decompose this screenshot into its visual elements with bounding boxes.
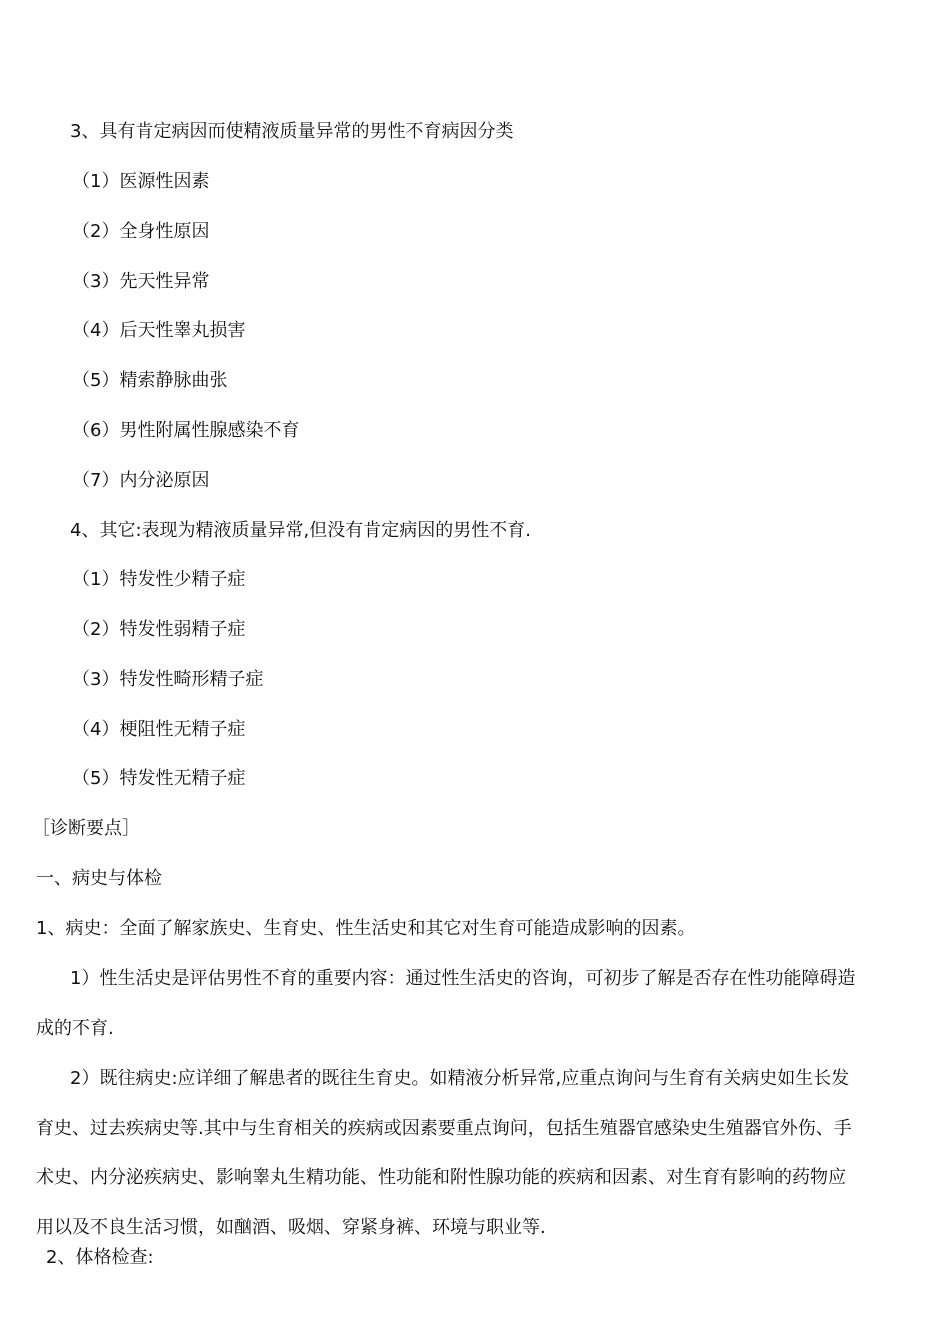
part1-heading: 一、病史与体检: [36, 868, 162, 889]
sexual-history-line-1: 1）性生活史是评估男性不育的重要内容：通过性生活史的咨询，可初步了解是否存在性功能障碍造: [70, 968, 856, 989]
section3-item-1: （1）医源性因素: [72, 171, 210, 192]
diagnosis-title: ［诊断要点］: [32, 818, 140, 839]
section4-item-4: （4）梗阻性无精子症: [72, 719, 246, 740]
section3-item-5: （5）精索静脉曲张: [72, 370, 228, 391]
section3-item-2: （2）全身性原因: [72, 221, 210, 242]
section4-item-3: （3）特发性畸形精子症: [72, 669, 264, 690]
section4-item-1: （1）特发性少精子症: [72, 569, 246, 590]
physical-exam-heading: 2、体格检查:: [46, 1247, 154, 1268]
past-history-line-1: 2）既往病史:应详细了解患者的既往生育史。如精液分析异常,应重点询问与生育有关病史如生长发: [70, 1068, 850, 1089]
sexual-history-line-2: 成的不育.: [36, 1018, 114, 1039]
section4-item-5: （5）特发性无精子症: [72, 768, 246, 789]
section4-item-2: （2）特发性弱精子症: [72, 619, 246, 640]
past-history-line-2: 育史、过去疾病史等.其中与生育相关的疾病或因素要重点询问，包括生殖器官感染史生殖器官外伤、手: [36, 1118, 852, 1139]
history-intro: 1、病史：全面了解家族史、生育史、性生活史和其它对生育可能造成影响的因素。: [36, 918, 696, 939]
section3-item-6: （6）男性附属性腺感染不育: [72, 420, 300, 441]
past-history-line-3: 术史、内分泌疾病史、影响睾丸生精功能、性功能和附性腺功能的疾病和因素、对生育有影响的药物应: [36, 1167, 846, 1188]
section3-heading: 3、具有肯定病因而使精液质量异常的男性不育病因分类: [70, 121, 514, 142]
section3-item-7: （7）内分泌原因: [72, 470, 210, 491]
section3-item-4: （4）后天性睾丸损害: [72, 320, 246, 341]
past-history-line-4: 用以及不良生活习惯，如酗酒、吸烟、穿紧身裤、环境与职业等.: [36, 1217, 546, 1238]
section3-item-3: （3）先天性异常: [72, 271, 210, 292]
section4-heading: 4、其它:表现为精液质量异常,但没有肯定病因的男性不育.: [70, 520, 531, 541]
